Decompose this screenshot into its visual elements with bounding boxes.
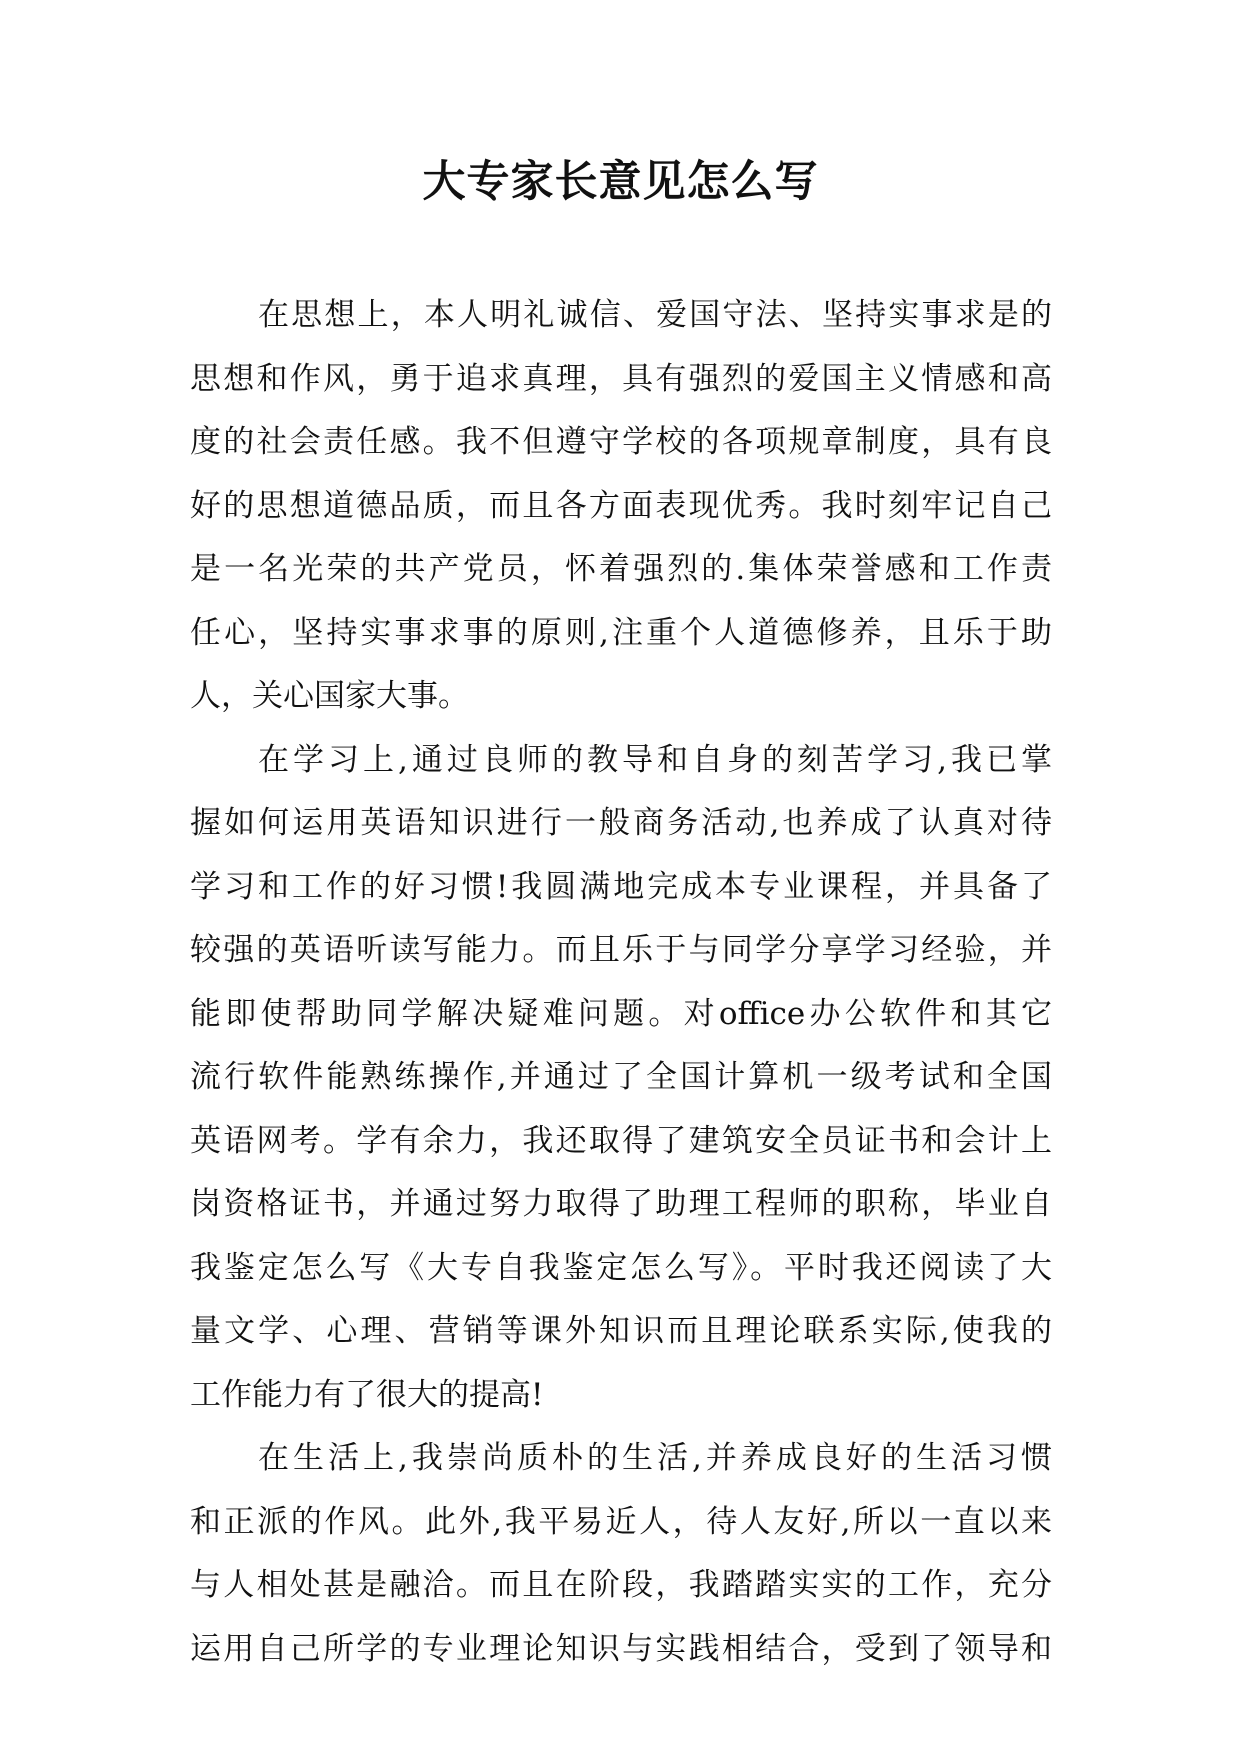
paragraph-line: 量文学、心理、营销等课外知识而且理论联系实际,使我的 (190, 1313, 1052, 1349)
paragraph-line: 与人相处甚是融洽。而且在阶段，我踏踏实实的工作，充分 (190, 1567, 1052, 1603)
paragraph-line: 英语网考。学有余力，我还取得了建筑安全员证书和会计上 (190, 1122, 1052, 1159)
paragraph-line: 岗资格证书，并通过努力取得了助理工程师的职称，毕业自 (190, 1186, 1052, 1222)
paragraph-line: 在学习上,通过良师的教导和自身的刻苦学习,我已掌 (258, 741, 1052, 778)
paragraph-line: 运用自己所学的专业理论知识与实践相结合，受到了领导和 (190, 1630, 1052, 1667)
paragraph-line: 人，关心国家大事。 (190, 678, 469, 714)
document-title: 大专家长意见怎么写 (422, 157, 819, 207)
paragraph-line: 在思想上，本人明礼诚信、爱国守法、坚持实事求是的 (258, 297, 1052, 333)
paragraph-line: 在生活上,我崇尚质朴的生活,并养成良好的生活习惯 (258, 1440, 1052, 1476)
paragraph-line: 度的社会责任感。我不但遵守学校的各项规章制度，具有良 (190, 424, 1052, 460)
paragraph-line: 流行软件能熟练操作,并通过了全国计算机一级考试和全国 (190, 1059, 1052, 1095)
paragraph-thought (190, 284, 1052, 729)
paragraph-line: 好的思想道德品质，而且各方面表现优秀。我时刻牢记自己 (190, 487, 1052, 524)
paragraph-life (190, 1427, 1052, 1681)
paragraph-line: 较强的英语听读写能力。而且乐于与同学分享学习经验，并 (190, 932, 1052, 968)
paragraph-line: 能即使帮助同学解决疑难问题。对office办公软件和其它 (190, 995, 1052, 1032)
paragraph-line: 和正派的作风。此外,我平易近人，待人友好,所以一直以来 (190, 1503, 1052, 1540)
paragraph-line: 我鉴定怎么写《大专自我鉴定怎么写》。平时我还阅读了大 (190, 1249, 1052, 1286)
paragraph-line: 任心，坚持实事求事的原则,注重个人道德修养，且乐于助 (190, 614, 1052, 651)
paragraph-line: 工作能力有了很大的提高! (190, 1376, 544, 1413)
paragraph-line: 学习和工作的好习惯!我圆满地完成本专业课程，并具备了 (190, 868, 1052, 905)
paragraph-study (190, 729, 1052, 1428)
paragraph-line: 握如何运用英语知识进行一般商务活动,也养成了认真对待 (190, 805, 1052, 841)
document-body (190, 284, 1052, 1681)
paragraph-line: 是一名光荣的共产党员，怀着强烈的.集体荣誉感和工作责 (190, 551, 1052, 587)
paragraph-line: 思想和作风，勇于追求真理，具有强烈的爱国主义情感和高 (190, 360, 1052, 397)
